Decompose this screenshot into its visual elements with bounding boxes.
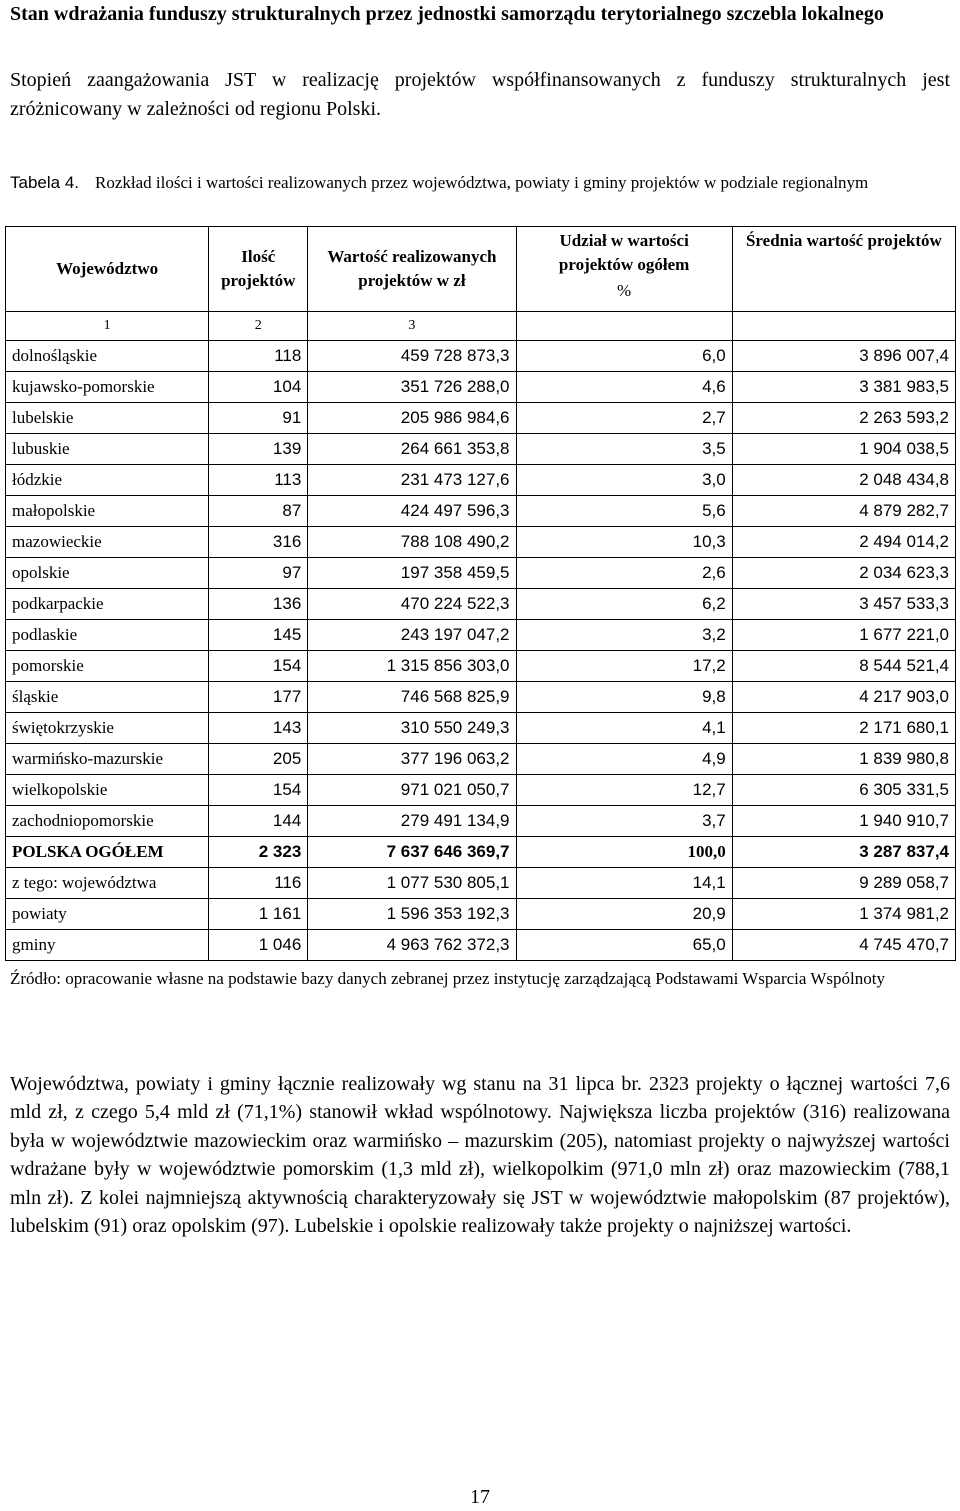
value-cell: 10,3 [516,527,732,558]
value-cell: 118 [209,341,308,372]
header-udzial-label: Udział w wartości projektów ogółem [558,231,690,274]
region-name-cell: dolnośląskie [6,341,209,372]
value-cell: 104 [209,372,308,403]
value-cell: 12,7 [516,775,732,806]
value-cell: 2 263 593,2 [732,403,955,434]
table-row [6,806,956,837]
value-cell: 1 161 [209,899,308,930]
value-cell: 136 [209,589,308,620]
table-total-row [6,837,956,868]
region-name-cell: podkarpackie [6,589,209,620]
value-cell: 5,6 [516,496,732,527]
index-cell [732,312,955,341]
header-udzial-unit: % [617,281,632,300]
value-cell: 8 544 521,4 [732,651,955,682]
value-cell: 20,9 [516,899,732,930]
table-row [6,465,956,496]
region-name-cell: opolskie [6,558,209,589]
value-cell: 100,0 [516,837,732,868]
value-cell: 113 [209,465,308,496]
value-cell: 1 940 910,7 [732,806,955,837]
value-cell: 4 879 282,7 [732,496,955,527]
page-number: 17 [470,1486,490,1508]
value-cell: 2,7 [516,403,732,434]
value-cell: 154 [209,775,308,806]
value-cell: 143 [209,713,308,744]
region-name-cell: lubelskie [6,403,209,434]
value-cell: 17,2 [516,651,732,682]
value-cell: 9,8 [516,682,732,713]
value-cell: 1 904 038,5 [732,434,955,465]
table-row [6,434,956,465]
header-udzial [516,227,732,312]
region-name-cell: powiaty [6,899,209,930]
value-cell: 424 497 596,3 [308,496,516,527]
table-row [6,527,956,558]
region-name-cell: wielkopolskie [6,775,209,806]
value-cell: 205 [209,744,308,775]
value-cell: 144 [209,806,308,837]
table-row [6,620,956,651]
index-cell [516,312,732,341]
value-cell: 6 305 331,5 [732,775,955,806]
intro-paragraph: Stopień zaangażowania JST w realizację projektów współfinansowanych z funduszy strukturalnych jest zróżnicowany w zależności od regionu Polski. [10,69,950,120]
value-cell: 3 457 533,3 [732,589,955,620]
value-cell: 279 491 134,9 [308,806,516,837]
value-cell: 7 637 646 369,7 [308,837,516,868]
value-cell: 1 315 856 303,0 [308,651,516,682]
table-row [6,744,956,775]
value-cell: 2 323 [209,837,308,868]
value-cell: 470 224 522,3 [308,589,516,620]
value-cell: 91 [209,403,308,434]
value-cell: 2 034 623,3 [732,558,955,589]
value-cell: 14,1 [516,868,732,899]
table-row [6,341,956,372]
table-row [6,775,956,806]
region-name-cell: małopolskie [6,496,209,527]
value-cell: 243 197 047,2 [308,620,516,651]
value-cell: 6,2 [516,589,732,620]
region-name-cell: śląskie [6,682,209,713]
value-cell: 4,1 [516,713,732,744]
index-cell: 3 [308,312,516,341]
table-row [6,496,956,527]
value-cell: 97 [209,558,308,589]
value-cell: 3 287 837,4 [732,837,955,868]
value-cell: 205 986 984,6 [308,403,516,434]
table-breakdown-row [6,868,956,899]
value-cell: 139 [209,434,308,465]
value-cell: 177 [209,682,308,713]
region-name-cell: gminy [6,930,209,961]
value-cell: 197 358 459,5 [308,558,516,589]
region-name-cell: kujawsko-pomorskie [6,372,209,403]
value-cell: 1 077 530 805,1 [308,868,516,899]
region-name-cell: warmińsko-mazurskie [6,744,209,775]
value-cell: 1 839 980,8 [732,744,955,775]
table-row [6,713,956,744]
regional-projects-table [5,226,956,961]
value-cell: 2 171 680,1 [732,713,955,744]
value-cell: 2,6 [516,558,732,589]
body-paragraph: Województwa, powiaty i gminy łącznie realizowały wg stanu na 31 lipca br. 2323 projekty o łącznej wartości 7,6 mld zł, z czego 5,4 mld zł (71,1%) stanowił wkład wspólnotowy. Największa liczba projektów (316) realizowana była w województwie mazowieckim oraz warmińsko – mazurskim (205), natomiast projekty o najwyższej wartości wdrażane były w województwie pomorskim (1,3 mld zł), wielkopolkim (971,0 mln zł) oraz mazowieckim (788,1 mln zł). Z kolei najmniejszą aktywnością charakteryzowały się JST w województwie małopolskim (87 projektów), lubelskim (91) oraz opolskim (97). Lubelskie i opolskie realizowały także projekty o najniższej wartości. [10,1073,950,1238]
value-cell: 971 021 050,7 [308,775,516,806]
value-cell: 351 726 288,0 [308,372,516,403]
region-name-cell: świętokrzyskie [6,713,209,744]
value-cell: 3,7 [516,806,732,837]
header-srednia: Średnia wartość projektów [732,227,955,312]
value-cell: 65,0 [516,930,732,961]
region-name-cell: podlaskie [6,620,209,651]
value-cell: 788 108 490,2 [308,527,516,558]
page-heading: Stan wdrażania funduszy strukturalnych przez jednostki samorządu terytorialnego szczebla lokalnego [10,3,884,25]
table-index-row [6,312,956,341]
table-header-row [6,227,956,312]
table-row [6,589,956,620]
value-cell: 145 [209,620,308,651]
value-cell: 3 381 983,5 [732,372,955,403]
table-row [6,403,956,434]
value-cell: 3,0 [516,465,732,496]
value-cell: 116 [209,868,308,899]
table-row [6,558,956,589]
value-cell: 2 048 434,8 [732,465,955,496]
table-caption-text: Rozkład ilości i wartości realizowanych przez województwa, powiaty i gminy projektów w podziale regionalnym [95,173,869,192]
value-cell: 4 745 470,7 [732,930,955,961]
value-cell: 1 596 353 192,3 [308,899,516,930]
value-cell: 1 677 221,0 [732,620,955,651]
value-cell: 6,0 [516,341,732,372]
table-breakdown-row [6,930,956,961]
region-name-cell: lubuskie [6,434,209,465]
region-name-cell: zachodniopomorskie [6,806,209,837]
table-caption [10,170,950,195]
region-name-cell: mazowieckie [6,527,209,558]
index-cell: 1 [6,312,209,341]
value-cell: 3,5 [516,434,732,465]
header-wartosc: Wartość realizowanych projektów w zł [308,227,516,312]
region-name-cell: POLSKA OGÓŁEM [6,837,209,868]
value-cell: 3 896 007,4 [732,341,955,372]
value-cell: 1 374 981,2 [732,899,955,930]
value-cell: 2 494 014,2 [732,527,955,558]
header-wojewodztwo: Województwo [6,227,209,312]
region-name-cell: pomorskie [6,651,209,682]
value-cell: 746 568 825,9 [308,682,516,713]
value-cell: 4,6 [516,372,732,403]
source-note: Źródło: opracowanie własne na podstawie bazy danych zebranej przez instytucję zarządzającą Podstawami Wsparcia Wspólnoty [10,969,885,988]
table-row [6,682,956,713]
value-cell: 310 550 249,3 [308,713,516,744]
value-cell: 3,2 [516,620,732,651]
value-cell: 4 217 903,0 [732,682,955,713]
index-cell: 2 [209,312,308,341]
value-cell: 264 661 353,8 [308,434,516,465]
region-name-cell: z tego: województwa [6,868,209,899]
value-cell: 4,9 [516,744,732,775]
table-breakdown-row [6,899,956,930]
value-cell: 154 [209,651,308,682]
value-cell: 377 196 063,2 [308,744,516,775]
value-cell: 316 [209,527,308,558]
table-caption-label: Tabela 4. [10,173,79,192]
value-cell: 231 473 127,6 [308,465,516,496]
value-cell: 87 [209,496,308,527]
value-cell: 459 728 873,3 [308,341,516,372]
table-row [6,651,956,682]
header-ilosc: Ilość projektów [209,227,308,312]
value-cell: 9 289 058,7 [732,868,955,899]
region-name-cell: łódzkie [6,465,209,496]
value-cell: 4 963 762 372,3 [308,930,516,961]
table-row [6,372,956,403]
value-cell: 1 046 [209,930,308,961]
